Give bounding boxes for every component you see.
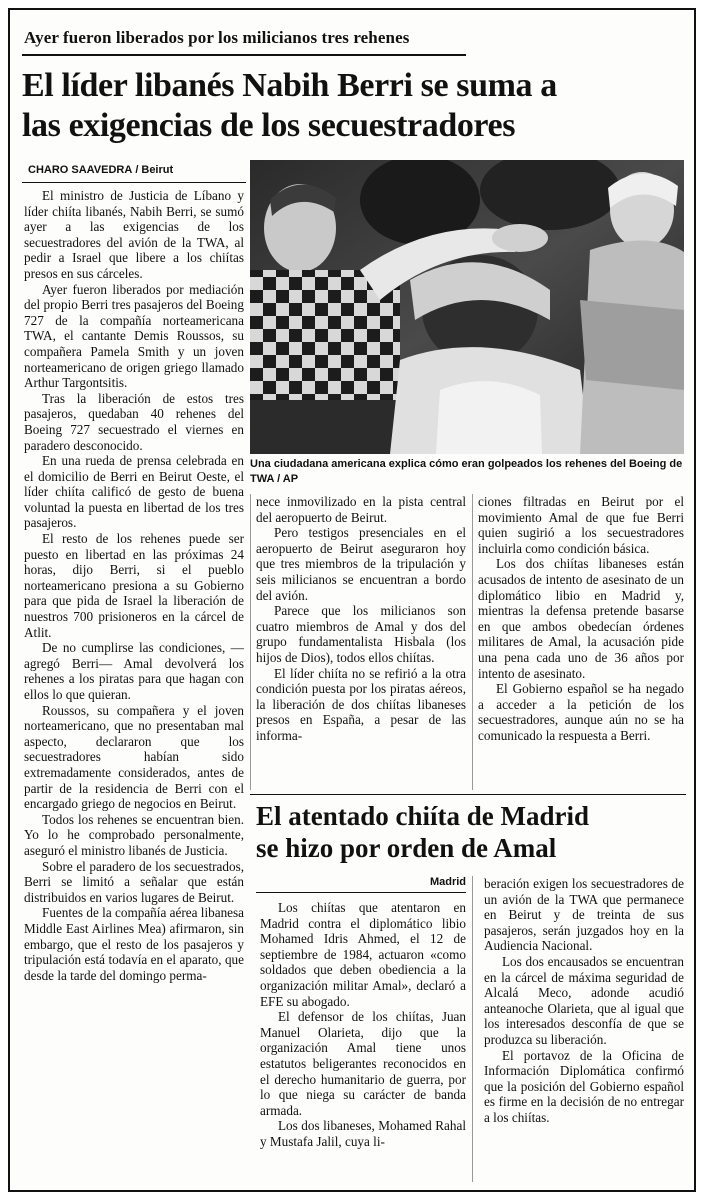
article2-column-1 xyxy=(260,900,466,1150)
byline-place: Beirut xyxy=(141,164,174,176)
paragraph: El resto de los rehenes puede ser puesto en libertad en las próximas 24 horas, dijo Berri, si el pueblo norteamericano presiona a su Gobierno para que pida de Israel la liberación de nuestros 700 prisioneros en la cárcel de Atlit. xyxy=(24,531,244,640)
paragraph: El líder chiíta no se refirió a la otra condición puesta por los piratas aéreos, la liberación de dos chiítas libaneses presos en España, a pesar de las informa- xyxy=(256,665,466,743)
column-divider xyxy=(472,494,473,790)
paragraph: Parece que los milicianos son cuatro miembros de Amal y dos del grupo fundamentalista Hisbala (los hijos de Dios), todos ellos chiítas. xyxy=(256,603,466,665)
paragraph: nece inmovilizado en la pista central del aeropuerto de Beirut. xyxy=(256,494,466,525)
paragraph: Roussos, su compañera y el joven norteamericano, que no presentaban mal aspecto, declararon que los secuestradores habían sido extremadamente considerados, antes de partir de la residencia de Berri con el encargado griego de negocios en Beirut. xyxy=(24,702,244,812)
paragraph: Los dos chiítas libaneses están acusados de intento de asesinato de un diplomático libio en Madrid y, mientras la defensa pretende basarse en que ambos obedecían órdenes militares de Amal, la acusación pide una pena cada uno de 36 años por intento de asesinato. xyxy=(478,556,684,681)
article-column-2 xyxy=(256,494,466,744)
section-rule xyxy=(250,794,686,795)
second-headline xyxy=(256,800,686,864)
article-column-1 xyxy=(24,188,244,983)
news-photo xyxy=(250,160,684,454)
paragraph: beración exigen los secuestradores de un avión de la TWA que permanece en Beirut y de treinta de sus pasajeros, serán juzgados hoy en la Audiencia Nacional. xyxy=(484,876,684,954)
paragraph: De no cumplirse las condiciones, —agregó Berri— Amal devolverá los rehenes a los piratas para que hagan con ellos lo que quieran. xyxy=(24,640,244,702)
headline-line-2: las exigencias de los secuestradores xyxy=(22,107,516,144)
byline-author: CHARO SAAVEDRA xyxy=(28,164,133,176)
headline xyxy=(22,66,686,146)
paragraph: Los dos libaneses, Mohamed Rahal y Mustafa Jalil, cuya li- xyxy=(260,1118,466,1149)
article-column-3 xyxy=(478,494,684,744)
byline xyxy=(28,164,246,176)
dateline: Madrid xyxy=(429,876,466,888)
article2-column-2 xyxy=(484,876,684,1126)
paragraph: En una rueda de prensa celebrada en el domicilio de Berri en Beirut Oeste, el líder chiíta calificó de gesto de buena voluntad la puesta en libertad de los tres pasajeros. xyxy=(24,453,244,531)
paragraph: El defensor de los chiítas, Juan Manuel Olarieta, dijo que la organización Amal tiene unos estatutos beligerantes reconocidos en el derecho humanitario de guerra, por lo que niega su carácter de banda armada. xyxy=(260,1009,466,1118)
paragraph: Tras la liberación de estos tres pasajeros, quedaban 40 rehenes del Boeing 727 secuestrado el viernes en paradero desconocido. xyxy=(24,390,244,453)
kicker: Ayer fueron liberados por los milicianos tres rehenes xyxy=(24,28,410,47)
paragraph: ciones filtradas en Beirut por el movimiento Amal de que fue Berri quien sugirió a los secuestradores incluirla como condición básica. xyxy=(478,494,684,556)
paragraph: El portavoz de la Oficina de Información Diplomática confirmó que la posición del Gobierno español es firme en la decisión de no entregar a los chiítas. xyxy=(484,1047,684,1125)
paragraph: Los dos encausados se encuentran en la cárcel de máxima seguridad de Alcalá Meco, adonde acudió anteanoche Olarieta, que al igual que los interesados desconfía de que se produzca su liberación. xyxy=(484,953,684,1047)
newspaper-page xyxy=(8,8,696,1192)
paragraph: Fuentes de la compañía aérea libanesa Middle East Airlines Mea) afirmaron, sin embargo, que el resto de los pasajeros y tripulación está todavía en el aparato, que desde la tarde del domingo perma- xyxy=(24,905,244,983)
paragraph: Ayer fueron liberados por mediación del propio Berri tres pasajeros del Boeing 727 de la compañía norteamericana TWA, el cantante Demis Roussos, su compañera Pamela Smith y un joven norteamericano de origen griego llamado Arthur Targontsitis. xyxy=(24,281,244,391)
paragraph: Los chiítas que atentaron en Madrid contra el diplomático libio Mohamed Idris Ahmed, el 12 de septiembre de 1984, actuaron «como soldados que deben obediencia a la organización militar Amal», declaró a EFE su abogado. xyxy=(260,900,466,1009)
byline-rule xyxy=(22,182,246,183)
second-headline-line-2: se hizo por orden de Amal xyxy=(256,833,557,863)
kicker-rule xyxy=(22,54,466,56)
second-headline-line-1: El atentado chiíta de Madrid xyxy=(256,801,590,831)
headline-line-1: El líder libanés Nabih Berri se suma a xyxy=(22,67,557,104)
column-divider xyxy=(250,494,251,790)
paragraph: Sobre el paradero de los secuestrados, Berri se limitó a señalar que están distribuidos en varios lugares de Beirut. xyxy=(24,858,244,905)
dateline-rule xyxy=(256,892,466,893)
paragraph: El ministro de Justicia de Líbano y líder chiíta libanés, Nabih Berri, se sumó ayer a las exigencias de los secuestradores del avión de la TWA, al pedir a Israel que libere a los chiítas presos en sus cárceles. xyxy=(24,188,244,281)
column-divider xyxy=(472,876,473,1182)
byline-separator: / xyxy=(135,164,139,176)
paragraph: Pero testigos presenciales en el aeropuerto de Beirut aseguraron hoy que tres miembros de la tripulación y seis milicianos se encuentran a bordo del avión. xyxy=(256,525,466,603)
paragraph: Todos los rehenes se encuentran bien. Yo lo he comprobado personalmente, aseguró el ministro libanés de Justicia. xyxy=(24,811,244,858)
paragraph: El Gobierno español se ha negado a acceder a la petición de los secuestradores, aunque aún no se ha comunicado la respuesta a Berri. xyxy=(478,681,684,743)
photo-caption: Una ciudadana americana explica cómo eran golpeados los rehenes del Boeing de TWA / AP xyxy=(250,458,683,485)
